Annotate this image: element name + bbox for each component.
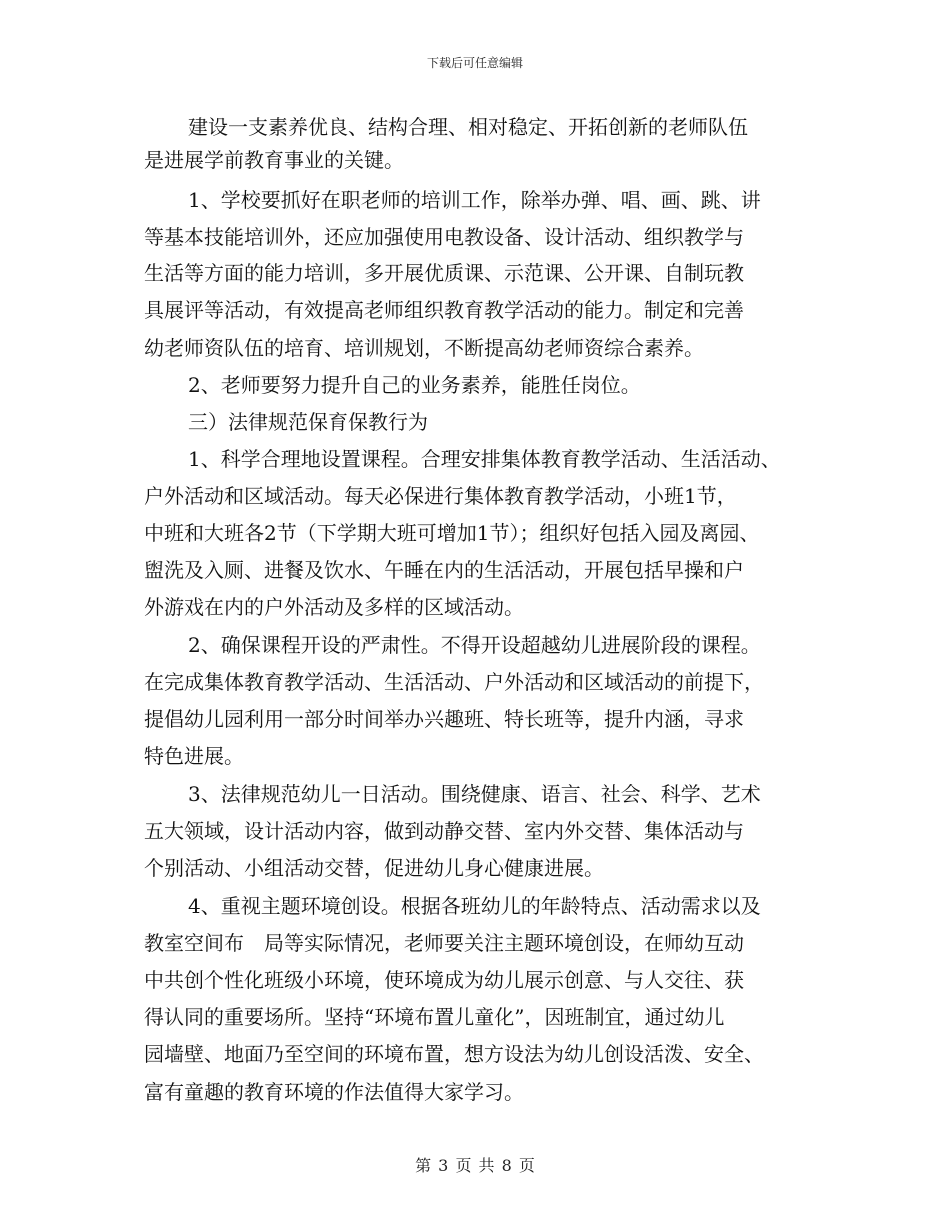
text-line: 2、确保课程开设的严肃性。不得开设超越幼儿进展阶段的课程。	[188, 633, 761, 657]
text-line: 中共创个性化班级小环境，使环境成为幼儿展示创意、与人交往、获	[144, 968, 744, 992]
text-line: 提倡幼儿园利用一部分时间举办兴趣班、特长班等，提升内涵，寻求	[144, 707, 744, 731]
text-line: 富有童趣的教育环境的作法值得大家学习。	[144, 1080, 524, 1104]
text-line: 建设一支素养优良、结构合理、相对稳定、开拓创新的老师队伍	[188, 115, 748, 139]
text-line: 具展评等活动，有效提高老师组织教育教学活动的能力。制定和完善	[144, 298, 744, 322]
text-line: 园墙壁、地面乃至空间的环境布置，想方设法为幼儿创设活泼、安全、	[144, 1042, 764, 1066]
text-line: 1、学校要抓好在职老师的培训工作，除举办弹、唱、画、跳、讲	[188, 188, 761, 212]
text-line: 户外活动和区域活动。每天必保进行集体教育教学活动，小班1节，	[144, 484, 737, 508]
text-line: 教室空间布 局等实际情况，老师要关注主题环境创设，在师幼互动	[144, 931, 744, 955]
text-line: 五大领域，设计活动内容，做到动静交替、室内外交替、集体活动与	[144, 819, 744, 843]
text-line: 外游戏在内的户外活动及多样的区域活动。	[144, 595, 524, 619]
text-line: 是进展学前教育事业的关键。	[144, 148, 404, 172]
text-line: 个别活动、小组活动交替，促进幼儿身心健康进展。	[144, 856, 604, 880]
page-number-footer: 第 3 页 共 8 页	[415, 1156, 535, 1175]
text-line: 三）法律规范保育保教行为	[188, 410, 428, 434]
text-line: 等基本技能培训外，还应加强使用电教设备、设计活动、组织教学与	[144, 225, 744, 249]
text-line: 在完成集体教育教学活动、生活活动、户外活动和区域活动的前提下，	[144, 670, 764, 694]
text-line: 生活等方面的能力培训，多开展优质课、示范课、公开课、自制玩教	[144, 261, 744, 285]
text-line: 4、重视主题环境创设。根据各班幼儿的年龄特点、活动需求以及	[188, 894, 761, 918]
text-line: 特色进展。	[144, 744, 244, 768]
text-line: 中班和大班各2节（下学期大班可增加1节）；组织好包括入园及离园、	[144, 521, 760, 545]
text-line: 得认同的重要场所。坚持“环境布置儿童化”，因班制宜，通过幼儿	[144, 1005, 725, 1029]
text-line: 盥洗及入厕、进餐及饮水、午睡在内的生活活动，开展包括早操和户	[144, 558, 744, 582]
text-line: 1、科学合理地设置课程。合理安排集体教育教学活动、生活活动、	[188, 447, 781, 471]
text-line: 2、老师要努力提升自己的业务素养，能胜任岗位。	[188, 373, 641, 397]
page-header-note: 下载后可任意编辑	[426, 56, 523, 70]
text-line: 幼老师资队伍的培育、培训规划，不断提高幼老师资综合素养。	[144, 336, 704, 360]
text-line: 3、法律规范幼儿一日活动。围绕健康、语言、社会、科学、艺术	[188, 782, 761, 806]
